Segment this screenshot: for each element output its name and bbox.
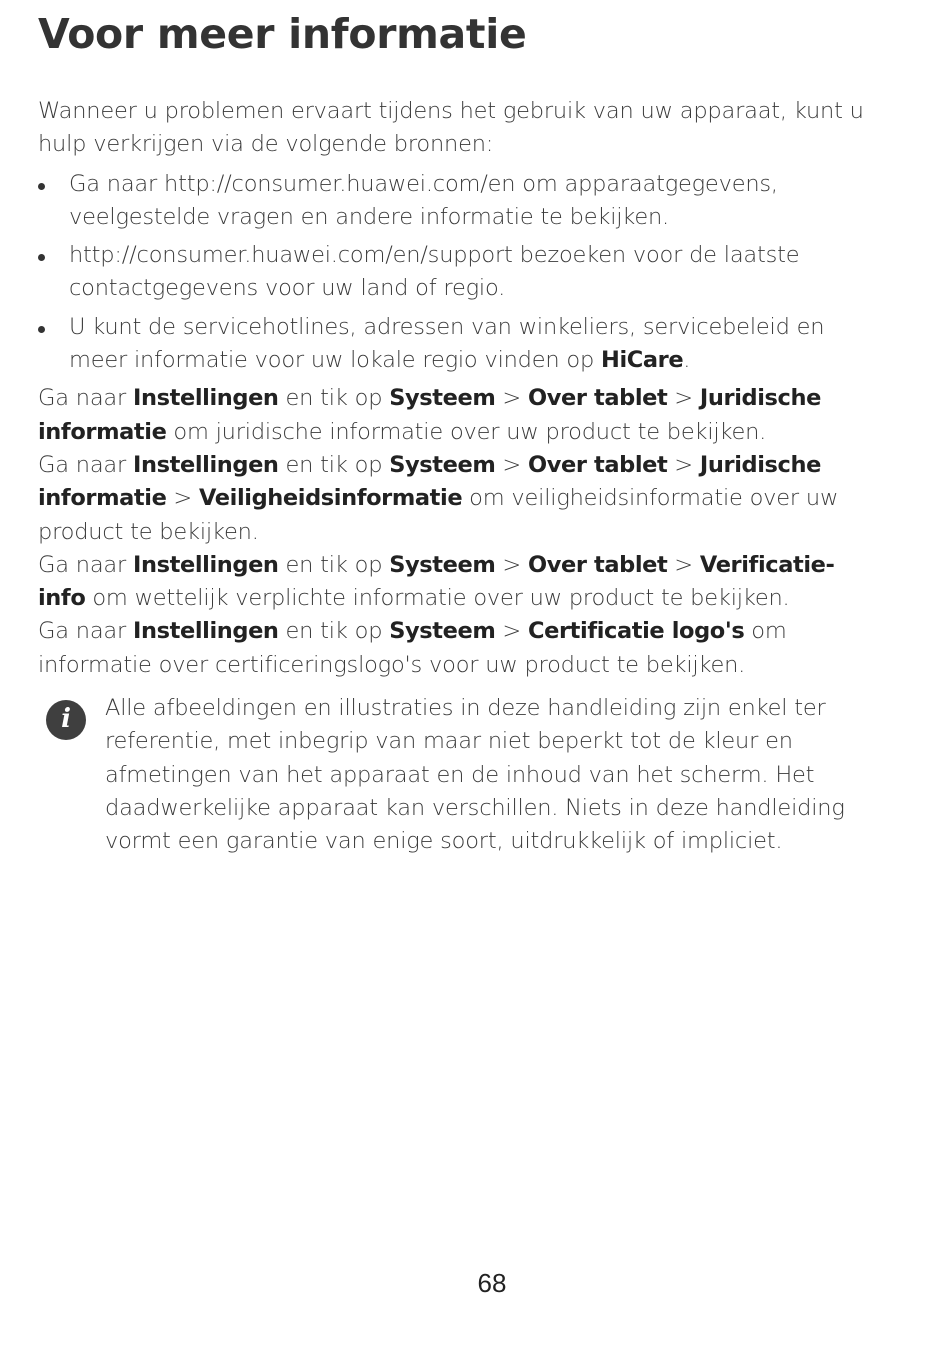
menu-path-item: Verificatie-info — [38, 551, 835, 612]
resource-list — [38, 168, 878, 378]
menu-path-item: Over tablet — [527, 451, 668, 478]
menu-path-item: Systeem — [389, 451, 496, 478]
instruction-text: Ga naar — [38, 451, 134, 478]
instruction-text: om informatie over certificeringslogo's voor uw product te bekijken. — [38, 618, 787, 678]
menu-path-item: Instellingen — [133, 618, 279, 645]
menu-path-item: Instellingen — [133, 385, 279, 412]
instruction-text: Ga naar — [38, 385, 134, 412]
menu-path-item: Over tablet — [527, 551, 668, 578]
page-number: 68 — [477, 1268, 507, 1298]
bullet-icon — [38, 183, 45, 190]
instruction-text: om wettelijk verplichte informatie over uw product te bekijken. — [85, 585, 790, 612]
list-item — [38, 239, 878, 306]
instruction-text: Ga naar — [38, 551, 134, 578]
disclaimer-text: Alle afbeeldingen en illustraties in deze handleiding zijn enkel ter referentie, met inbegrip van maar niet beperkt tot de kleur en afmetingen van het apparaat en de inhoud van het scherm. Het daadwerkelijke apparaat kan verschillen. Niets in deze handleiding vormt een garantie van enige soort, uitdrukkelijk of impliciet. — [105, 695, 845, 855]
path-separator: > — [495, 451, 528, 478]
menu-path-item: Instellingen — [133, 551, 279, 578]
path-separator: > — [166, 485, 199, 512]
menu-path-item: Systeem — [389, 551, 496, 578]
menu-path-item: Over tablet — [527, 385, 668, 412]
list-item-text: U kunt de servicehotlines, adressen van winkeliers, servicebeleid en meer informatie voor uw lokale regio vinden op — [69, 313, 825, 374]
body-text — [38, 95, 878, 859]
page-title: Voor meer informatie — [38, 10, 527, 58]
menu-path-item: Systeem — [389, 618, 496, 645]
intro-paragraph: Wanneer u problemen ervaart tijdens het gebruik van uw apparaat, kunt u hulp verkrijgen via de volgende bronnen: — [38, 98, 864, 158]
instruction-text: om veiligheidsinformatie over uw product te bekijken. — [38, 485, 839, 545]
instruction-text: en tik op — [278, 451, 390, 478]
instruction-text: en tik op — [278, 551, 390, 578]
list-item-text: http://consumer.huawei.com/en/support bezoeken voor de laatste contactgegevens voor uw land of regio. — [69, 242, 800, 302]
bullet-icon — [38, 326, 45, 333]
instruction-safety — [38, 449, 878, 549]
path-separator: > — [495, 618, 528, 645]
instruction-text: om juridische informatie over uw product te bekijken. — [166, 418, 767, 445]
instruction-text: Ga naar — [38, 618, 134, 645]
list-item — [38, 168, 878, 235]
menu-path-item: Systeem — [389, 385, 496, 412]
bullet-icon — [38, 254, 45, 261]
instruction-text: en tik op — [278, 618, 390, 645]
instruction-certification — [38, 615, 878, 682]
menu-path-item: Certificatie logo's — [527, 618, 745, 645]
menu-path-item: Instellingen — [133, 451, 279, 478]
disclaimer-note — [38, 692, 878, 858]
list-item-suffix: . — [683, 347, 691, 374]
list-item — [38, 311, 878, 378]
info-icon: i — [46, 700, 86, 740]
menu-path-item: Veiligheidsinformatie — [199, 485, 463, 512]
list-item-text: Ga naar http://consumer.huawei.com/en om apparaatgegevens, veelgestelde vragen en andere informatie te bekijken. — [69, 170, 778, 230]
menu-path-item: Juridische informatie — [38, 451, 821, 512]
instruction-verification — [38, 549, 878, 616]
path-separator: > — [495, 385, 528, 412]
hicare-label: HiCare — [601, 347, 684, 374]
instruction-legal — [38, 382, 878, 449]
path-separator: > — [667, 451, 700, 478]
path-separator: > — [667, 385, 700, 412]
path-separator: > — [495, 551, 528, 578]
path-separator: > — [667, 551, 700, 578]
menu-path-item: Juridische informatie — [38, 385, 821, 445]
instruction-text: en tik op — [278, 385, 390, 412]
